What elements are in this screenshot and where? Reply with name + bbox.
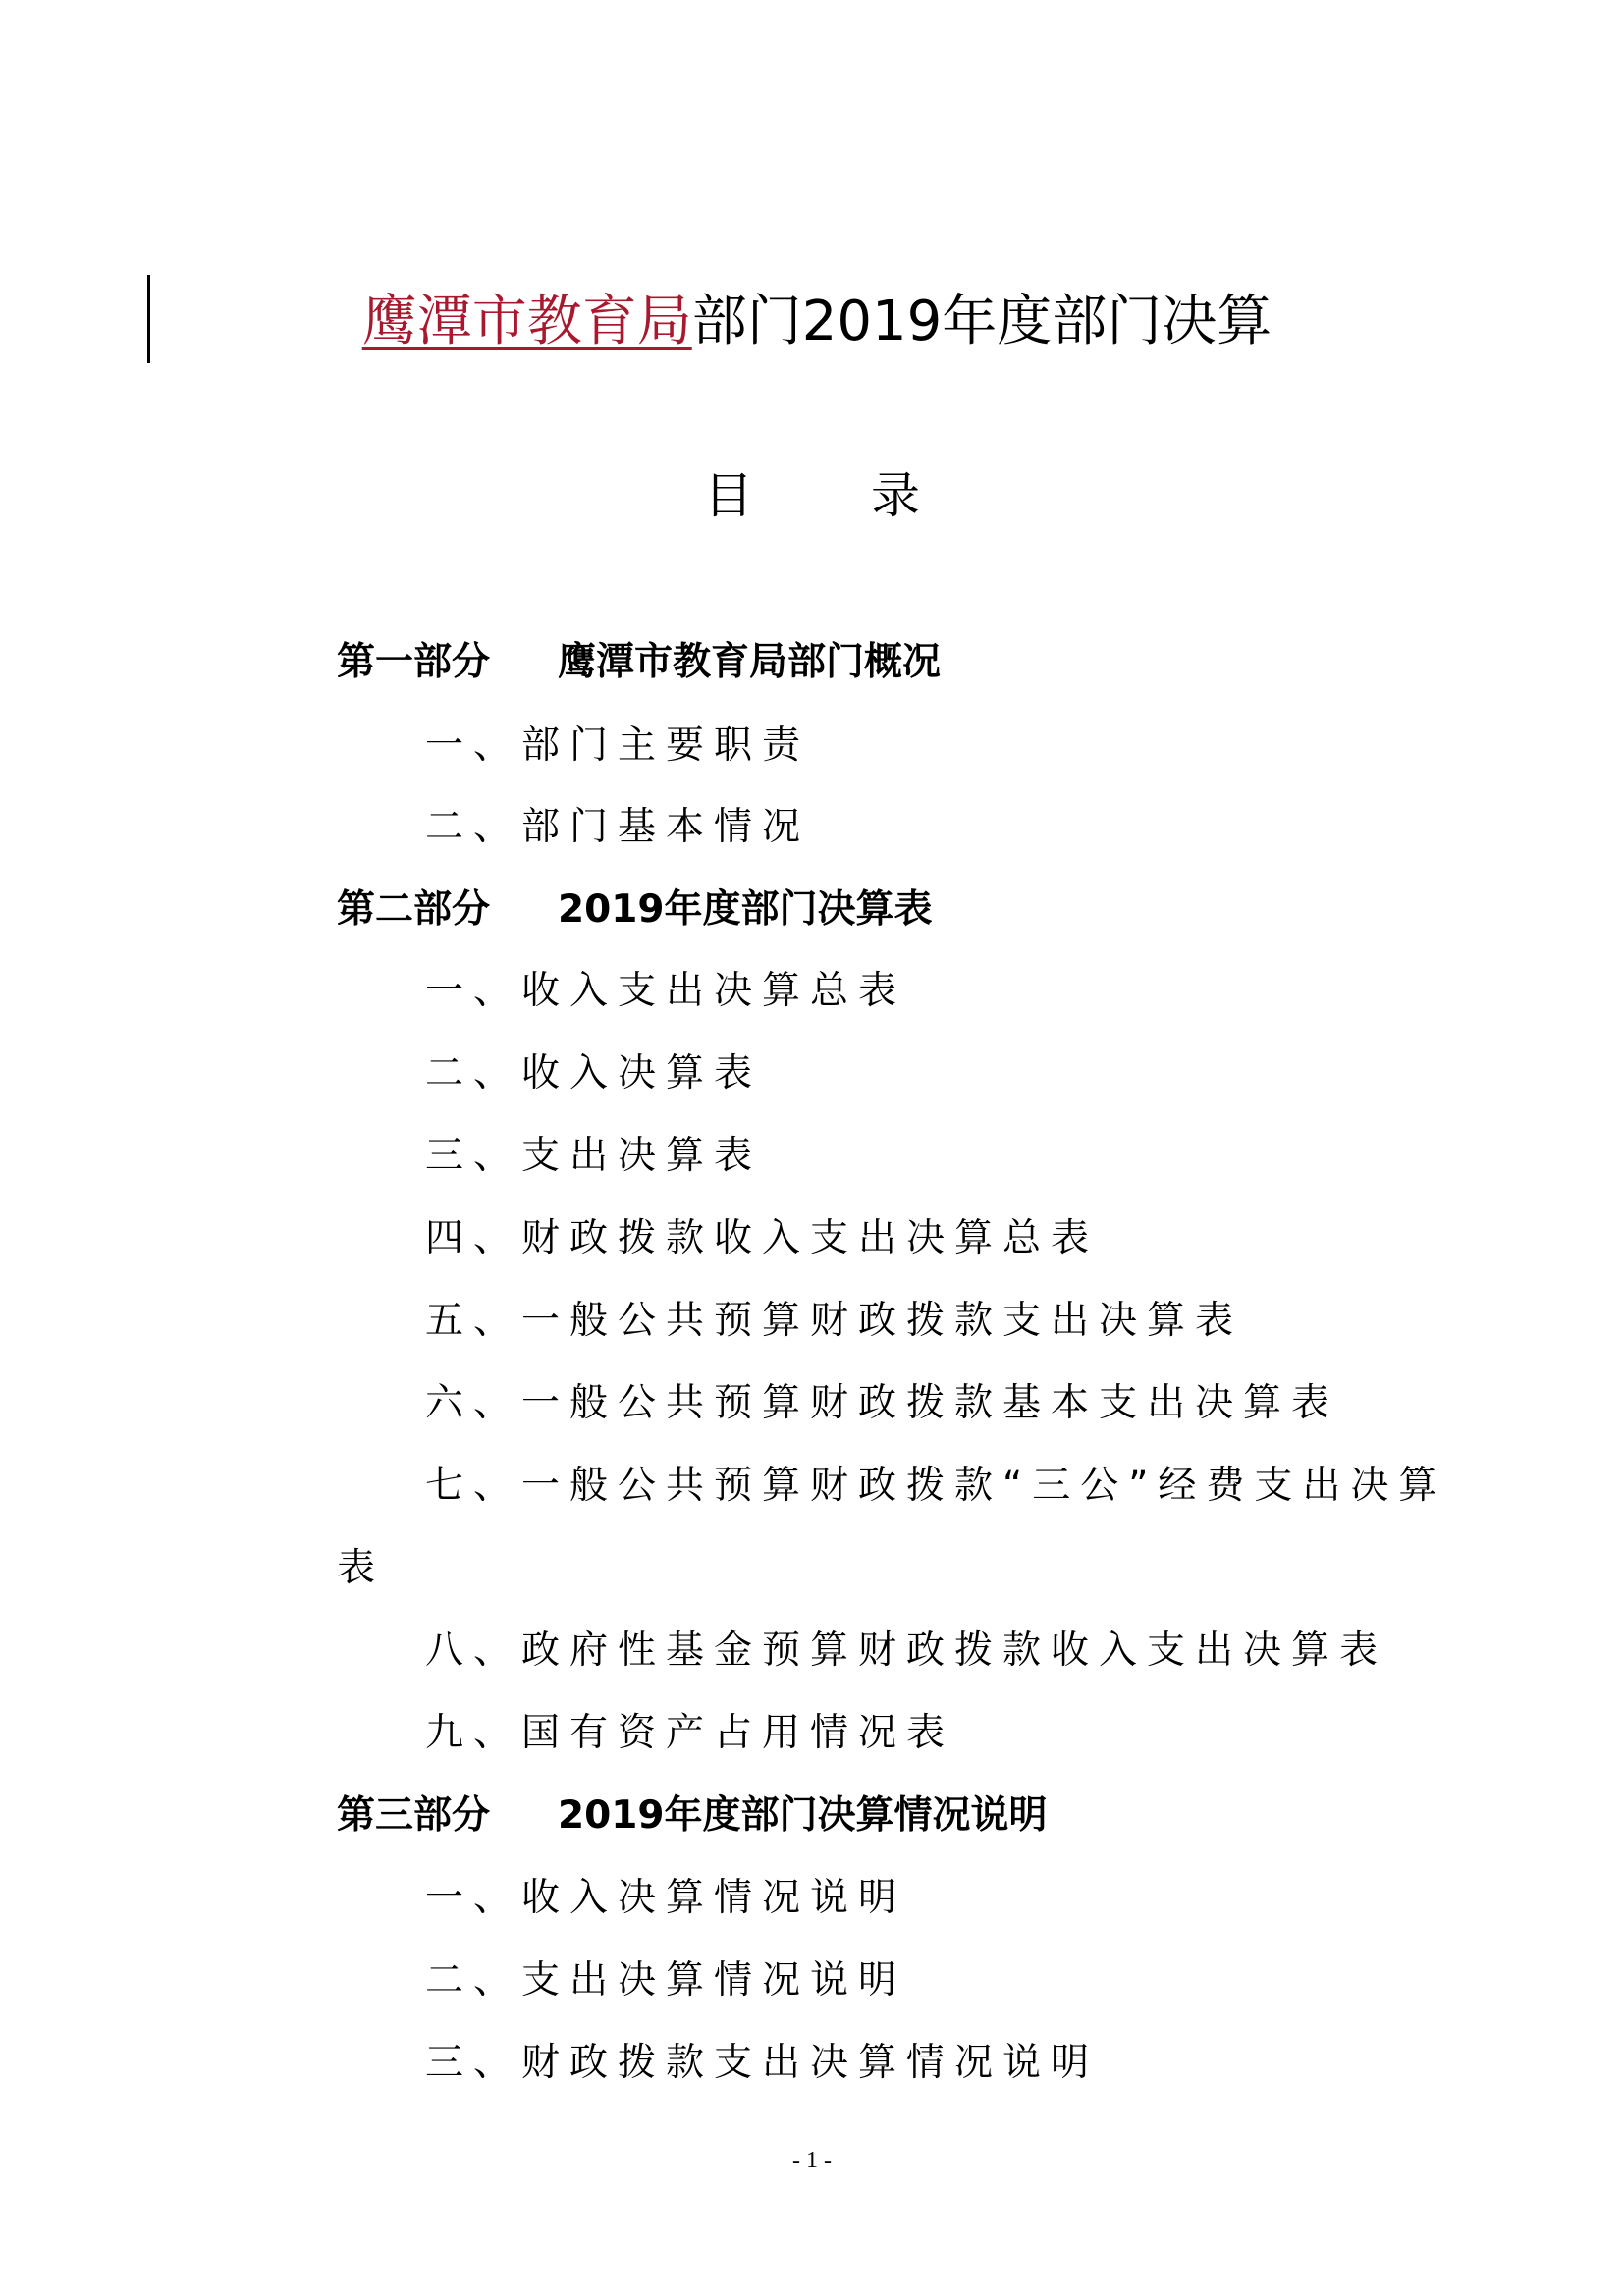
toc-item: 三、财政拨款支出决算情况说明: [425, 2041, 1100, 2085]
toc-heading: 目录: [704, 467, 1038, 524]
document-title-rest: 部门2019年度部门决算: [691, 290, 1272, 353]
toc-part-1: [337, 633, 941, 692]
document-title: [0, 278, 1624, 366]
toc-part-title: 2019年度部门决算情况说明: [558, 1793, 1048, 1838]
toc-item: 七、一般公共预算财政拨款“三公”经费支出决算: [425, 1464, 1447, 1508]
toc-item: 四、财政拨款收入支出决算总表: [425, 1216, 1100, 1260]
toc-part-number: 第一部分: [337, 640, 491, 684]
toc-item: 二、支出决算情况说明: [425, 1958, 907, 2002]
toc-part-title: 鹰潭市教育局部门概况: [558, 640, 942, 684]
toc-item: 一、部门主要职责: [425, 723, 811, 768]
toc-part-number: 第二部分: [337, 887, 491, 932]
toc-part-2: [337, 881, 933, 939]
toc-item: 二、部门基本情况: [425, 805, 811, 849]
toc-item: 一、收入支出决算总表: [425, 969, 907, 1013]
toc-part-3: [337, 1787, 1048, 1845]
toc-item: 三、支出决算表: [425, 1134, 763, 1178]
page-number: - 1 -: [792, 2148, 832, 2173]
toc-item: 九、国有资产占用情况表: [425, 1711, 955, 1755]
toc-item: 二、收入决算表: [425, 1051, 763, 1095]
toc-item: 八、政府性基金预算财政拨款收入支出决算表: [425, 1629, 1388, 1673]
toc-item: 六、一般公共预算财政拨款基本支出决算表: [425, 1381, 1340, 1425]
toc-part-title: 2019年度部门决算表: [558, 887, 933, 932]
toc-item-continuation: 表: [337, 1546, 386, 1590]
toc-item: 一、收入决算情况说明: [425, 1876, 907, 1920]
toc-item: 五、一般公共预算财政拨款支出决算表: [425, 1299, 1244, 1343]
document-title-department: 鹰潭市教育局: [361, 290, 692, 353]
toc-part-number: 第三部分: [337, 1793, 491, 1838]
